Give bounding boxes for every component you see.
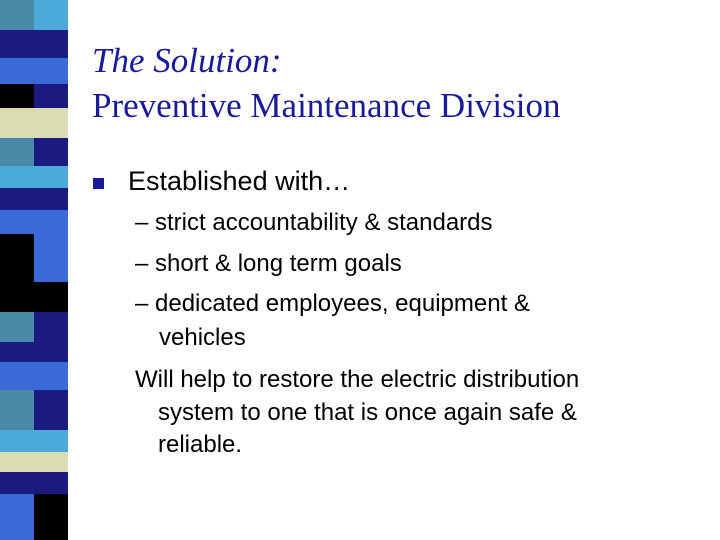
closing-line-2: system to one that is once again safe & bbox=[158, 399, 577, 426]
bullet-square-icon bbox=[93, 178, 104, 189]
title-line-2: Preventive Maintenance Division bbox=[92, 86, 561, 125]
sub-item-2: – short & long term goals bbox=[135, 250, 402, 277]
closing-line-3: reliable. bbox=[158, 431, 243, 458]
title-line-1: The Solution: bbox=[92, 41, 282, 80]
decorative-stripe bbox=[0, 0, 68, 540]
closing-line-1: Will help to restore the electric distribution bbox=[135, 366, 580, 393]
sub-item-3-continued: vehicles bbox=[159, 324, 246, 351]
slide-title bbox=[92, 38, 712, 128]
bullet-text: Established with… bbox=[128, 166, 351, 196]
sub-item-1: – strict accountability & standards bbox=[135, 209, 493, 236]
sub-item-3: – dedicated employees, equipment & bbox=[135, 290, 530, 317]
